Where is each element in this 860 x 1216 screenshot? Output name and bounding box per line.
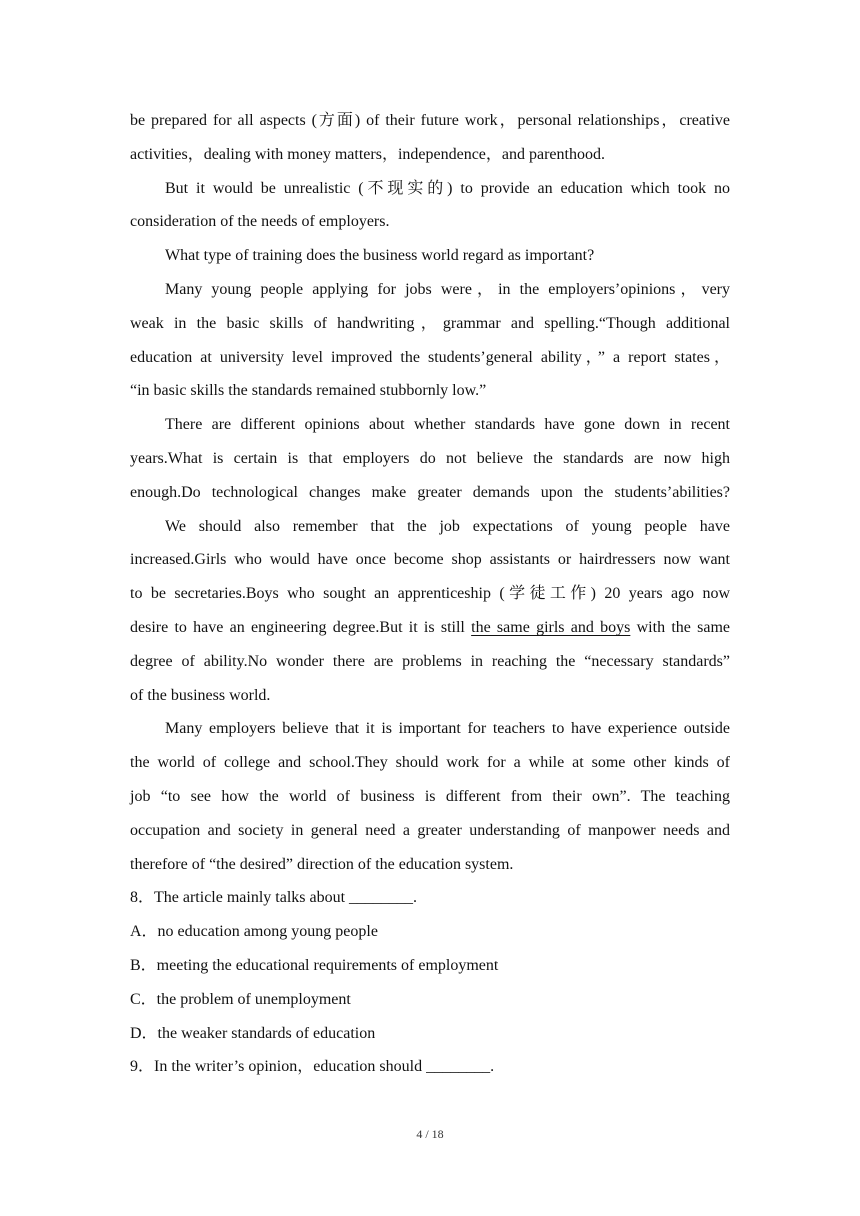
passage-line: education at university level improved the students’general ability，” a report states，	[130, 348, 730, 366]
passage-line: consideration of the needs of employers.	[130, 213, 390, 231]
passage-line: job “to see how the world of business is different from their own”. The teaching	[130, 787, 730, 805]
passage-line: What type of training does the business world regard as important?	[165, 247, 595, 265]
passage-line: years.What is certain is that employers do not believe the standards are now high	[130, 449, 730, 467]
passage	[130, 104, 730, 881]
passage-line: therefore of “the desired” direction of the education system.	[130, 855, 514, 873]
question-8-option-b: B．meeting the educational requirements of employment	[130, 956, 499, 974]
question-8-option-d: D．the weaker standards of education	[130, 1024, 376, 1042]
passage-line: There are different opinions about whether standards have gone down in recent	[165, 416, 730, 434]
passage-line: Many employers believe that it is important for teachers to have experience outside	[165, 720, 730, 738]
passage-line: enough.Do technological changes make greater demands upon the students’abilities?	[130, 483, 730, 501]
question-8-option-a: A．no education among young people	[130, 923, 378, 941]
passage-line: be prepared for all aspects (方面) of their future work，personal relationships，creative	[130, 112, 730, 129]
passage-line	[130, 611, 730, 645]
questions	[130, 881, 730, 1084]
page-number: 4 / 18	[416, 1127, 444, 1141]
passage-line: degree of ability.No wonder there are problems in reaching the “necessary standards”	[130, 652, 730, 670]
question-9: 9．In the writer’s opinion，education should ________.	[130, 1058, 495, 1076]
document-page-body	[130, 104, 730, 1084]
passage-line: “in basic skills the standards remained stubbornly low.”	[130, 382, 487, 400]
passage-line: increased.Girls who would have once become shop assistants or hairdressers now want	[130, 551, 730, 569]
passage-line: of the business world.	[130, 686, 271, 704]
passage-text: desire to have an engineering degree.But it is still	[130, 618, 472, 636]
passage-line: the world of college and school.They should work for a while at some other kinds of	[130, 754, 730, 772]
passage-line: to be secretaries.Boys who sought an apprenticeship (学徒工作) 20 years ago now	[130, 585, 730, 603]
passage-line: occupation and society in general need a greater understanding of manpower needs and	[130, 821, 730, 839]
passage-line: activities，dealing with money matters，independence，and parenthood.	[130, 145, 605, 163]
question-8: 8．The article mainly talks about ________.	[130, 889, 418, 907]
question-8-option-c: C．the problem of unemployment	[130, 990, 351, 1008]
underlined-phrase: the same girls and boys	[471, 618, 631, 636]
passage-line: Many young people applying for jobs were，in the employers’opinions，very	[165, 280, 730, 298]
passage-line: We should also remember that the job expectations of young people have	[165, 517, 730, 535]
passage-line: weak in the basic skills of handwriting，grammar and spelling.“Though additional	[130, 314, 730, 332]
passage-line: But it would be unrealistic (不现实的) to provide an education which took no	[165, 179, 730, 197]
passage-text: with the same	[630, 618, 730, 636]
